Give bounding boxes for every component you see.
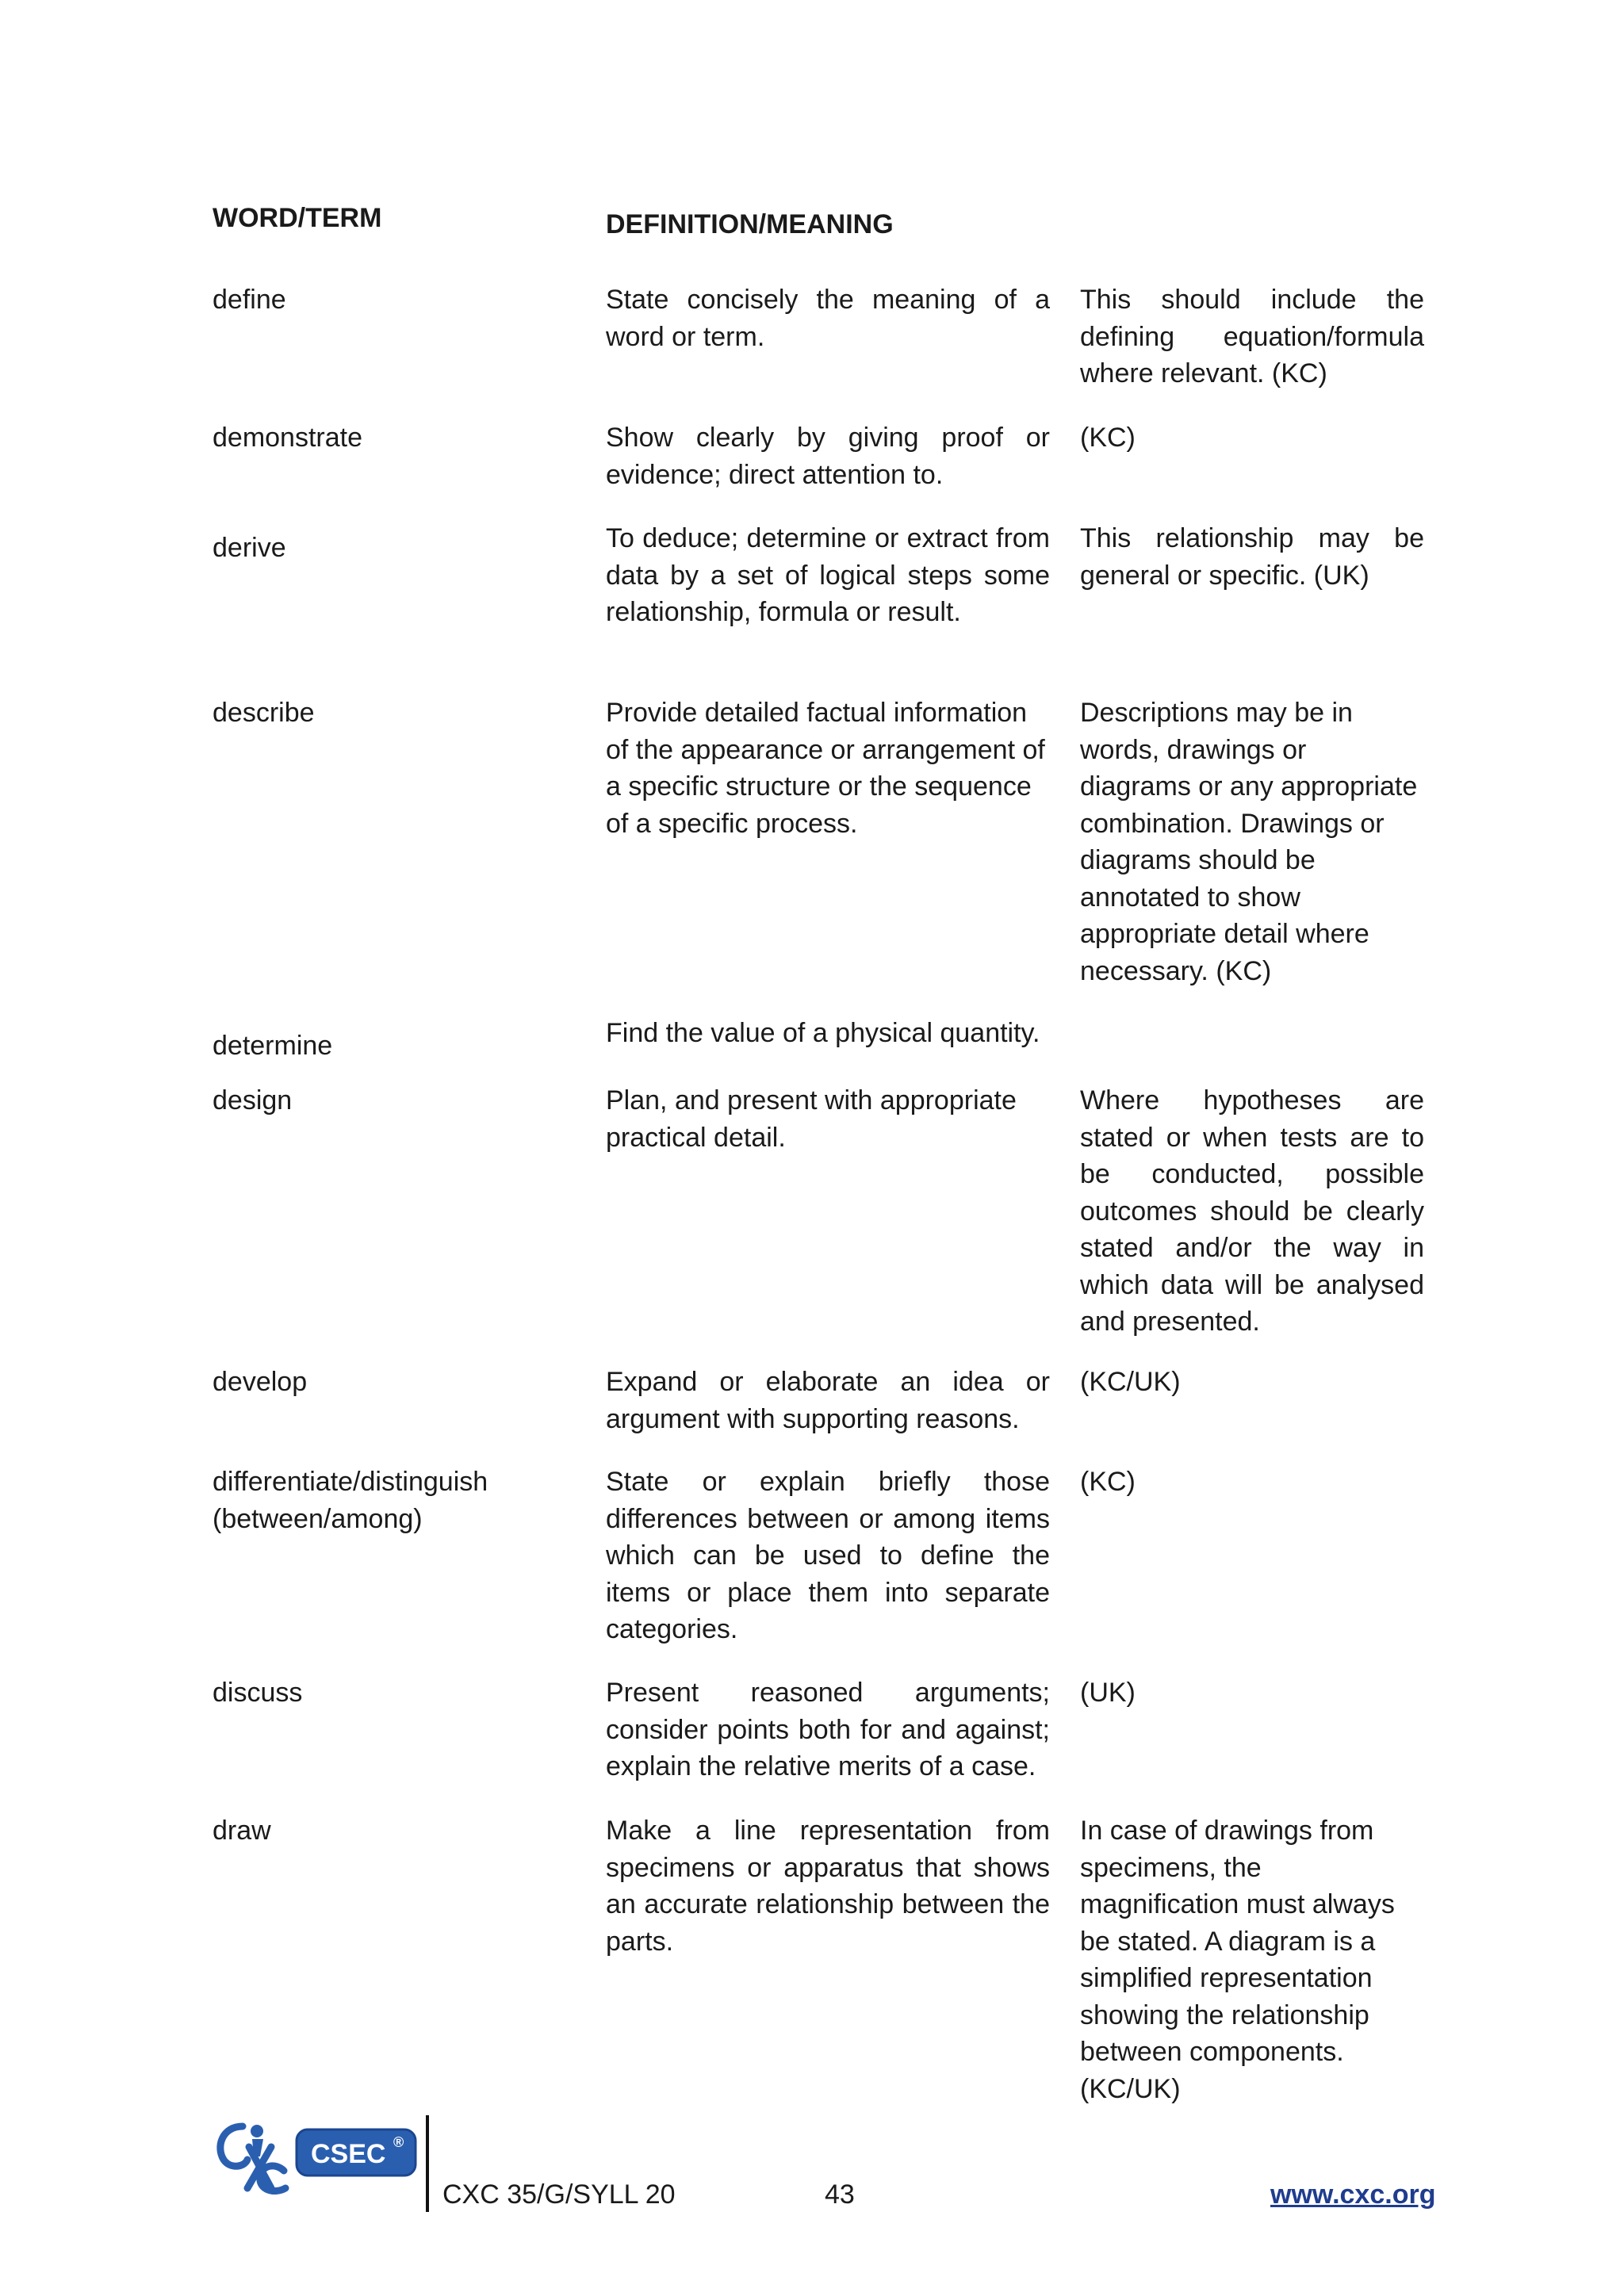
term-design: design xyxy=(213,1085,293,1115)
note-define: This should include the defining equation/formula where relevant. (KC) xyxy=(1080,285,1424,388)
term-determine: determine xyxy=(213,1031,333,1061)
note-describe: Descriptions may be in words, drawings or diagrams or any appropriate combination. Drawings or diagrams should be annotated to show appropriate detail where necessary. (KC) xyxy=(1080,698,1418,986)
header-definition: DEFINITION/MEANING xyxy=(606,209,894,239)
term-discuss: discuss xyxy=(213,1678,303,1708)
term-develop: develop xyxy=(213,1367,308,1397)
registered-mark: ® xyxy=(393,2134,404,2150)
note-develop: (KC/UK) xyxy=(1080,1367,1181,1397)
definition-determine: Find the value of a physical quantity. xyxy=(606,1018,1040,1048)
footer-divider xyxy=(426,2115,429,2212)
definition-design: Plan, and present with appropriate practical detail. xyxy=(606,1085,1017,1153)
note-differentiate: (KC) xyxy=(1080,1467,1136,1497)
definition-develop: Expand or elaborate an idea or argument with supporting reasons. xyxy=(606,1367,1050,1434)
definition-define: State concisely the meaning of a word or term. xyxy=(606,285,1050,352)
term-draw: draw xyxy=(213,1816,271,1846)
term-define: define xyxy=(213,285,286,315)
cxc-csec-logo xyxy=(208,2115,420,2196)
note-design: Where hypotheses are stated or when tests are to be conducted, possible outcomes should be clearly stated and/or the way in which data will be analysed and presented. xyxy=(1080,1085,1424,1337)
definition-derive: To deduce; determine or extract from data by a set of logical steps some relationship, formula or result. xyxy=(606,523,1050,627)
term-differentiate: differentiate/distinguish (between/among) xyxy=(213,1467,488,1534)
term-demonstrate: demonstrate xyxy=(213,423,362,453)
csec-badge-text: CSEC xyxy=(311,2139,386,2169)
cxc-logo-icon xyxy=(208,2115,420,2196)
term-describe: describe xyxy=(213,698,315,728)
note-discuss: (UK) xyxy=(1080,1678,1136,1708)
note-draw: In case of drawings from specimens, the magnification must always be stated. A diagram is a simplified representation showing the relationship between components. (KC/UK) xyxy=(1080,1816,1395,2104)
header-word-term: WORD/TERM xyxy=(213,203,382,233)
definition-differentiate: State or explain briefly those differences between or among items which can be used to define the items or place them into separate categories. xyxy=(606,1467,1050,1644)
definition-describe: Provide detailed factual information of the appearance or arrangement of a specific structure or the sequence of a specific process. xyxy=(606,698,1045,839)
note-demonstrate: (KC) xyxy=(1080,423,1136,453)
definition-draw: Make a line representation from specimens or apparatus that shows an accurate relationship between the parts. xyxy=(606,1816,1050,1957)
note-derive: This relationship may be general or specific. (UK) xyxy=(1080,523,1424,591)
doc-code: CXC 35/G/SYLL 20 xyxy=(442,2179,676,2210)
page-number: 43 xyxy=(825,2179,855,2210)
definition-demonstrate: Show clearly by giving proof or evidence; direct attention to. xyxy=(606,423,1050,490)
definition-discuss: Present reasoned arguments; consider points both for and against; explain the relative merits of a case. xyxy=(606,1678,1050,1781)
term-derive: derive xyxy=(213,533,286,563)
cxc-website-link[interactable]: www.cxc.org xyxy=(1270,2179,1436,2210)
